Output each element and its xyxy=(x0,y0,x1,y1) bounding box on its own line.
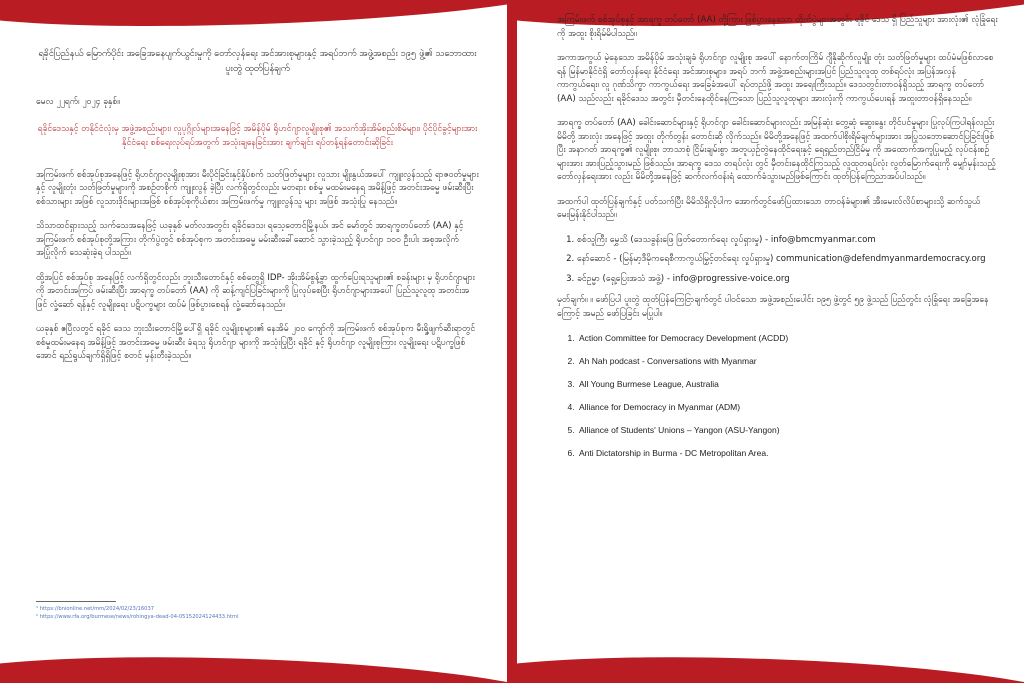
paragraph: ယခုနှစ် ဧပြီလတွင် ရခိုင် ဒေသ ဘူးသီးတောင်မြို့ပေါ်ရှိ ရခိုင် လူမျိုးစုများ၏ နေအိမ် ၂၀၀ ကျော်ကို အကြမ်းဖက် စစ်အုပ်စုက မီးရှို့ဖျက်ဆီးရာတွင် စစ်မှုထမ်းမနေရ အမိန့်ဖြင့် အတင်းအဓမ္မ ဖမ်းဆီး ခံရသူ ရိုဟင်ဂျာ များကို အသုံးပြုပြီး ရခိုင် နှင့် ရိုဟင်ဂျာ လူမျိုးစုကြား လူမျိုးရေး ပဋိပက္ခဖြစ်အောင် ရည်ရွယ်ချက်ရှိရှိဖြင့် စတင် မှန်းတီးခဲ့သည်။ xyxy=(36,324,476,361)
organization-item: 5. Alliance of Students' Unions – Yangon (ASU-Yangon) xyxy=(577,424,998,436)
paragraph: အကာအကွယ် မဲ့နေသော အမိန်ပိုမ် အသုံးချခံ ရိုဟင်ဂျာ လူမျိုးစု အပေါ် နောက်တကြိမ် ဂျီနိုဆိုက်လူမျိုး တုံး သတ်ဖြတ်မှုများ ထပ်မံမဖြစ်လာစေရန် မြန်မာနိုင်ငံရှိ တော်လှန်ရေး နိုင်ငံရေး အင်အားစုများ၊ အရပ် ဘက် အဖွဲ့အစည်းများအပြင် ပြည်သူလူထု တစ်ရပ်လုံး အပြန်အလှန် ကာကွယ်ရေး၊ လူ ဂုဏ်သိက္ခာ ကာကွယ်ရေး အခြေခံအပေါ် ရပ်တည်ဖို့ အထူး အရေးကြီးသည်။ ဒေသတွင်းတာဝန်ရှိသည့် အာရက္ခ တပ်တော် (AA) သည်လည်း ရခိုင်ဒေသ အတွင်း မှီတင်းနေထိုင်နေကြသော ပြည်သူလူထုများ အားလုံးကို ကာကွယ်ပေးရန် အထူးတာဝန်ရှိနေသည်။ xyxy=(557,53,994,104)
bottom-red-wave xyxy=(0,648,507,683)
footnote-link[interactable]: ¹ https://bnionline.net/mm/2024/02/23/16037 xyxy=(36,606,155,612)
organization-item: 4. Alliance for Democracy in Myanmar (ADM) xyxy=(577,401,998,413)
statement-title: ရခိုင်ပြည်နယ် မြောက်ပိုင်း အခြေအနေပျက်ယွင်းမှုကို တော်လှန်ရေး အင်အားစုများနှင့် အရပ်ဘက် အဖွဲ့အစည်း ၁၉၅ ဖွဲ့၏ သဘောထား ပူးတွဲ ထုတ်ပြန်ချက် xyxy=(38,48,477,74)
organization-item: 3. All Young Burmese League, Australia xyxy=(577,378,998,390)
organization-list xyxy=(557,332,998,459)
footnote-divider xyxy=(36,601,116,602)
contact-item: 3. ခင်ဥမ္မာ (ရှေ့ပြေးအသံ အဖွဲ့) - info@progressive-voice.org xyxy=(577,273,998,287)
footnotes xyxy=(36,601,336,621)
page-2-content xyxy=(557,14,998,470)
paragraph: အာရက္ခ တပ်တော် (AA) ခေါင်းဆောင်များနှင့် ရိုဟင်ဂျာ ခေါင်းဆောင်များလည်း အမြန်ဆုံး တွေ့ဆုံ ဆွေးနွေး တိုင်ပင်မှုများ ပြုလုပ်ကြပါရန်လည်း မိမိတို့ အားလုံး အနေဖြင့် အထူး တိုက်တွန်း တောင်းဆို လိုက်သည်။ မိမိတို့အနေဖြင့် အထက်ပါစိုးရိမ်ချက်များအား အပြုသဘောဆောင်ပြခြင်းဖြစ်ပြီး အနာဂတ် အာရက္ခ၏ လူမျိုးစု၊ ဘာသာစုံ ငြိမ်းချမ်းစွာ အတူယှဉ်တွဲနေထိုင်ရေးနှင့် ရေရှည်တည်ငြိမ်မှု ကို အထောက်အကူပြုမည့် လုပ်ငန်းစဉ်များအား အားပြည့်သွားမည် ဖြစ်သည်။ အာရက္ခ ဒေသ တရပ်လုံး တွင် မှီတင်းနေထိုင်ကြသည့် လူထုတရပ်လုံး လွတ်မြောက်ရေးကို မျှော်မှန်းသည့် တော်လှန်ရေးအား လည်း မိမိတို့အနေဖြင့် ဆက်လက်ဝန်းရံ ထောက်ခံသွားမည်ဖြစ်ကြောင်း ထုတ်ပြန်ကြေညာအပ်ပါသည်။ xyxy=(557,118,996,182)
paragraph: အကြမ်းဖက် စစ်အုပ်စုအနေဖြင့် ရိုဟင်ဂျာလူမျိုးစုအား မီးပိုင်ခြင်းနှင့်နှိပ်စက် သတ်ဖြတ်မှုများ လူသား မျိုးနွယ်အပေါ် ကျူးလွန်သည့် ရာဇဝတ်မှုများနှင့် လူမျိုးတုံး သတ်ဖြတ်မှုများကို အစဉ်တစိုက် ကျူးလွန် ခဲ့ပြီး လက်ရှိတွင်လည်း မတရား စစ်မှု မထမ်းမနေရ အမိန့်ဖြင့် အတင်းအဓမ္မ ဖမ်းဆီးပြီး စစ်သားများ အဖြစ် လူသားဒိုင်းများအဖြစ် စစ်အုပ်စုကိုယ်စား အကြမ်းဖက်မှု ကျူးလွန်သူ များ အဖြစ် အသုံးပြု နေသည်။ xyxy=(36,169,479,207)
contact-item: 1. စစ်သူကြီး မွှေသိ (ဒေသခွန်းဖြေ ဖြတ်တောက်ရေး လှုပ်ရှားမှု) - info@bmcmyanmar.com xyxy=(577,234,998,248)
note: မှတ်ချက်။ ။ ဖော်ပြပါ ပူးတွဲ ထုတ်ပြန်ကြေငြာချက်တွင် ပါဝင်သော အဖွဲ့အစည်းပေါင်း ၁၉၅ ဖွဲ့တွင် ၅၉ ဖွဲ့သည် ပြည်တွင်း လုံခြုံရေး အခြေအနေကြောင့် အမည် ဖော်ပြခြင်း မပြုပါ။ xyxy=(557,295,989,319)
top-red-wave xyxy=(0,0,507,35)
footnote-link[interactable]: ² https://www.rfa.org/burmese/news/rohingya-dead-04-05152024124433.html xyxy=(36,614,239,620)
paragraph: အထက်ပါ ထုတ်ပြန်ချက်နှင့် ပတ်သက်ပြီး မိမိသိရှိလိုပါက အောက်တွင်ဖော်ပြထားသော တာဝန်ခံများ၏ အီးမေးလ်လိပ်စာများသို့ ဆက်သွယ်မေးမြန်းနိုင်ပါသည်။ xyxy=(557,196,981,220)
statement-page-2 xyxy=(517,0,1024,683)
organization-item: 1. Action Committee for Democracy Development (ACDD) xyxy=(577,332,998,344)
organization-item: 6. Anti Dictatorship in Burma - DC Metropolitan Area. xyxy=(577,447,998,459)
paragraph: အကြမ်းဖက် စစ်အုပ်စုနှင့် အာရက္ခ တပ်တော် (AA) တို့ကြား ဖြစ်ပွားနေသော တိုက်ပွဲများအတွင်း ရခိုင် ဒေသ ရှိ ပြည်သူများ အားလုံး၏ လုံခြုံရေးကို အထူး စိုးရိမ်မိပါသည်။ xyxy=(557,15,998,39)
contact-list xyxy=(557,234,998,287)
paragraph: သိသာထင်ရှားသည့် သက်သေအနေဖြင့် ယခုနှစ် မတ်လအတွင်း ရခိုင်ဒေသ၊ ရသေ့တောင်မြို့နယ်၊ အင် မော်တွင် အာရက္ခတပ်တော် (AA) နှင့် အကြမ်းဖက် စစ်အုပ်စုတို့အကြား တိုက်ပွဲတွင် စစ်အုပ်စုက အတင်းအဓမ္မ မမ်းဆီးခေါ်ဆောင် သွားခဲ့သည့် ရိုဟင်ဂျာ ၁၀၀ ဦးပါး အစုအလိုက် အပြုံလိုက် သေဆုံးခဲ့ရ ပါသည်။ xyxy=(36,221,464,258)
contact-item: 2. နော်ဆောင် - (မြန်မာ့ဒီမိုကရေစီကာကွယ်မြှင့်တင်ရေး လှုပ်ရှားမှု) communication@defendmyanmardemocracy.org xyxy=(577,253,998,267)
organization-item: 2. Ah Nah podcast - Conversations with Myanmar xyxy=(577,355,998,367)
statement-page-1 xyxy=(0,0,507,683)
statement-date: မေလ ၂၂ရက်၊ ၂၀၂၄ ခုနှစ်။ xyxy=(36,97,120,107)
page-1-content xyxy=(36,46,479,375)
demand-heading: ရခိုင်ဒေသနှင့် တနိုင်ငံလုံးမှ အဖွဲ့အစည်းများ၊ လူပုဂ္ဂိုလ်များအနေဖြင့် အမိန်ပိုမ် ရိုဟင်ဂျာလူမျိုးစု၏ အသက်အိုးအိမ်စည်းစိမ်များ၊ ပိုင်ပိုင်ခွင့်များအား နိုင်ငံရေး စစ်ရေးလုပ်ရပ်အတွက် အသုံးချနေခြင်းအား ချက်ချင်း ရပ်တန့်ရန်တောင်းဆိုခြင်း xyxy=(37,123,478,148)
paragraph: ထို့အပြင် စစ်အုပ်စု အနေဖြင့် လက်ရှိတွင်လည်း ဘူးသီးတောင်နှင့် စစ်တွေရှိ IDP- အိုးအိမ်စွန့်ခွာ ထွက်ပြေးရသူများ၏ စခန်းများ မှ ရိုဟင်ဂျာများကို အတင်းအကြပ် ဖမ်းဆီးပြီး အာရက္ခ တပ်တော် (AA) ကို ဆန့်ကျင်ပြခြင်းများကို ပြုလုပ်စေပြီး ရိုဟင်ဂျာများအပေါ် ပြည်သူလူထု အတင်းအဖြင် လှုံ့ဆော် ရန်နှင့် လူမျိုးရေး ပဋိပက္ခများ ထပ်မံ ဖြစ်ပွားစေရန် လှုံ့ဆော်နေသည်။ xyxy=(36,272,475,310)
bottom-red-wave xyxy=(517,648,1024,683)
